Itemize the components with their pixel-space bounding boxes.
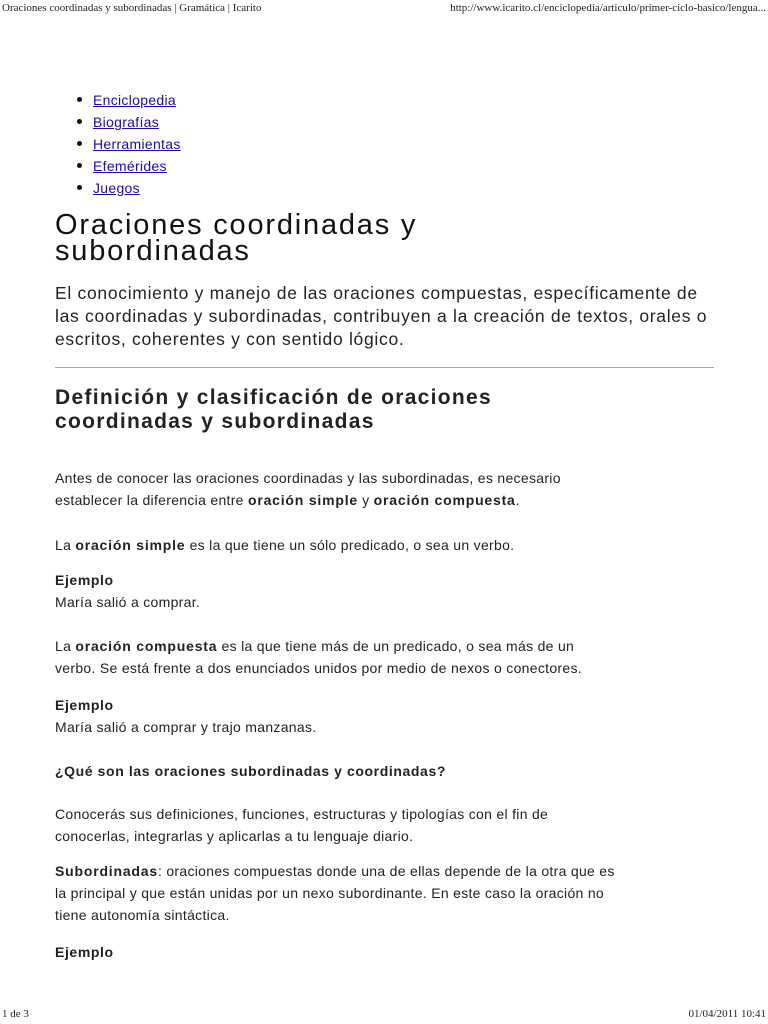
nav-item-enciclopedia [74, 90, 181, 112]
nav-link-biografias[interactable]: Biografías [93, 114, 160, 130]
text-run: . [515, 492, 520, 508]
print-header-title: Oraciones coordinadas y subordinadas | Gramática | Icarito [2, 2, 262, 14]
example-label: Ejemplo [55, 944, 114, 960]
text-run: establecer la diferencia entre [55, 492, 248, 508]
text-run: es la que tiene un sólo predicado, o sea un verbo. [185, 537, 515, 553]
text-run: La [55, 638, 76, 654]
text-run: La [55, 537, 76, 553]
example-block-3 [55, 941, 715, 963]
text-run: es la que tiene más de un predicado, o sea más de un [217, 638, 575, 654]
page-title-line-1: Oraciones coordinadas y [55, 209, 418, 241]
paragraph-simple-line [55, 534, 715, 556]
text-run: y [357, 492, 374, 508]
nav-item-biografias [74, 112, 181, 134]
paragraph-conoceras-line-2: conocerlas, integrarlas y aplicarlas a tu lenguaje diario. [55, 828, 414, 844]
text-run: : oraciones compuestas donde una de ellas depende de la otra que es [157, 863, 615, 879]
paragraph-simple [55, 534, 715, 556]
paragraph-definition-line-1: Antes de conocer las oraciones coordinadas y las subordinadas, es necesario [55, 470, 561, 486]
paragraph-conoceras-line-1: Conocerás sus definiciones, funciones, estructuras y tipologías con el fin de [55, 806, 549, 822]
nav-item-herramientas [74, 134, 181, 156]
nav-item-efemerides [74, 156, 181, 178]
example-block-2 [55, 694, 715, 738]
page-number: 1 de 3 [2, 1008, 29, 1020]
question-heading-block [55, 760, 715, 782]
question-heading: ¿Qué son las oraciones subordinadas y coordinadas? [55, 763, 446, 779]
paragraph-definition [55, 467, 715, 511]
print-footer [0, 1006, 768, 1024]
bold-term-oracion-simple: oración simple [247, 492, 358, 508]
bold-term-oracion-compuesta: oración compuesta [373, 492, 516, 508]
bold-term-oracion-compuesta: oración compuesta [75, 638, 218, 654]
paragraph-subordinadas-line-3: tiene autonomía sintáctica. [55, 907, 230, 923]
nav-link-herramientas[interactable]: Herramientas [93, 136, 181, 152]
example-label: Ejemplo [55, 697, 114, 713]
paragraph-subordinadas-line-1 [55, 860, 715, 882]
paragraph-compuesta [55, 635, 715, 679]
paragraph-compuesta-line-1 [55, 635, 715, 657]
example-block-1 [55, 569, 715, 613]
example-text: María salió a comprar y trajo manzanas. [55, 719, 317, 735]
nav-link-enciclopedia[interactable]: Enciclopedia [93, 92, 176, 108]
example-label: Ejemplo [55, 572, 114, 588]
article-content [55, 209, 715, 434]
nav-link-juegos[interactable]: Juegos [93, 180, 140, 196]
bold-term-subordinadas: Subordinadas [55, 863, 158, 879]
example-text: María salió a comprar. [55, 594, 201, 610]
print-datetime: 01/04/2011 10:41 [688, 1008, 766, 1020]
bold-term-oracion-simple: oración simple [75, 537, 186, 553]
section-title [55, 386, 715, 434]
print-header [0, 0, 768, 18]
page-title [55, 209, 715, 267]
section-title-line-2: coordinadas y subordinadas [55, 410, 375, 433]
intro-paragraph: El conocimiento y manejo de las oraciones compuestas, específicamente de las coordinadas y subordinadas, contribuyen a la creación de textos, orales o escritos, coherentes y con sentido lógico. [55, 283, 708, 349]
paragraph-conoceras [55, 803, 715, 847]
print-header-url: http://www.icarito.cl/enciclopedia/articulo/primer-ciclo-basico/lengua... [450, 2, 766, 14]
nav-list [74, 90, 181, 200]
paragraph-compuesta-line-2: verbo. Se está frente a dos enunciados unidos por medio de nexos o conectores. [55, 660, 582, 676]
page-title-line-2: subordinadas [55, 235, 251, 267]
paragraph-subordinadas-line-2: la principal y que están unidas por un nexo subordinante. En este caso la oración no [55, 885, 604, 901]
section-divider [55, 367, 714, 368]
nav-link-efemerides[interactable]: Efemérides [93, 158, 167, 174]
paragraph-definition-line-2 [55, 489, 715, 511]
paragraph-subordinadas [55, 860, 715, 926]
nav-item-juegos [74, 178, 181, 200]
section-title-line-1: Definición y clasificación de oraciones [55, 386, 492, 409]
